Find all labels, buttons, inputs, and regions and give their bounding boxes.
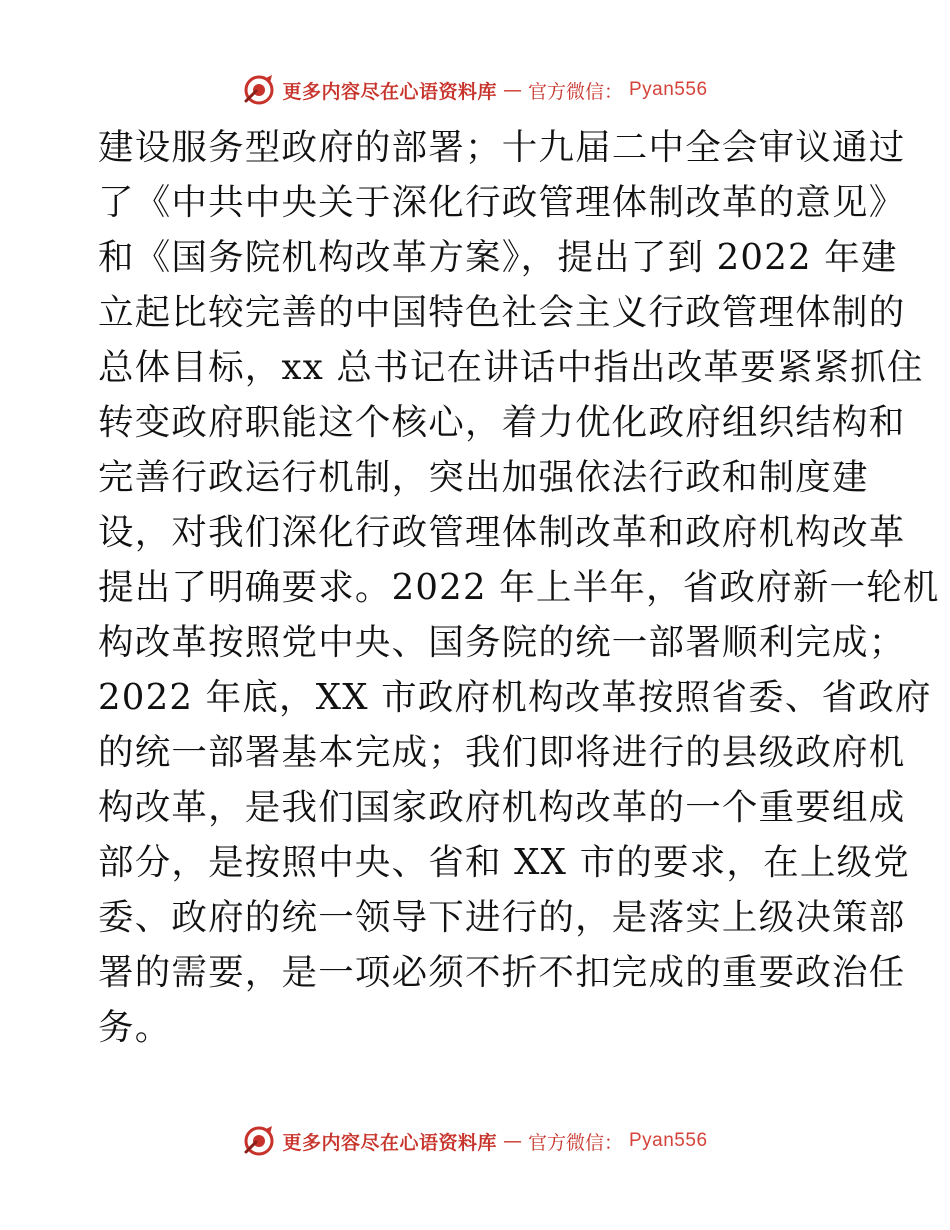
footer-brand: 更多内容尽在心语资料库 bbox=[282, 1131, 497, 1154]
body-line: 的统一部署基本完成；我们即将进行的县级政府机 bbox=[98, 732, 906, 773]
brand-logo-icon bbox=[242, 73, 276, 107]
body-line: 建设服务型政府的部署；十九届二中全会审议通过 bbox=[98, 127, 906, 168]
body-line: 完善行政运行机制，突出加强依法行政和制度建 bbox=[98, 457, 869, 498]
body-line: 了《中共中央关于深化行政管理体制改革的意见》 bbox=[98, 182, 906, 223]
body-line: 构改革按照党中央、国务院的统一部署顺利完成； bbox=[98, 622, 906, 663]
header-brand: 更多内容尽在心语资料库 bbox=[282, 80, 497, 103]
body-line: 务。 bbox=[98, 1007, 172, 1048]
body-line: 设，对我们深化行政管理体制改革和政府机构改革 bbox=[98, 512, 906, 553]
header-wechat-label: 官方微信： bbox=[527, 80, 623, 103]
body-line: 部分，是按照中央、省和 XX 市的要求，在上级党 bbox=[98, 842, 910, 883]
footer-watermark bbox=[0, 1121, 950, 1161]
footer-separator: — bbox=[502, 1130, 522, 1152]
document-body bbox=[98, 120, 940, 1055]
body-line: 2022 年底，XX 市政府机构改革按照省委、省政府 bbox=[98, 677, 932, 718]
body-line: 转变政府职能这个核心，着力优化政府组织结构和 bbox=[98, 402, 906, 443]
header-watermark bbox=[0, 70, 950, 110]
body-line: 提出了明确要求。2022 年上半年，省政府新一轮机 bbox=[98, 567, 940, 608]
header-wechat-id: Pyan556 bbox=[629, 79, 708, 100]
body-line: 总体目标，xx 总书记在讲话中指出改革要紧紧抓住 bbox=[98, 347, 924, 388]
brand-logo-icon bbox=[242, 1124, 276, 1158]
body-line: 和《国务院机构改革方案》，提出了到 2022 年建 bbox=[98, 237, 898, 278]
body-line: 构改革，是我们国家政府机构改革的一个重要组成 bbox=[98, 787, 906, 828]
header-separator: — bbox=[502, 79, 522, 101]
body-line: 立起比较完善的中国特色社会主义行政管理体制的 bbox=[98, 292, 906, 333]
body-line: 委、政府的统一领导下进行的，是落实上级决策部 bbox=[98, 897, 906, 938]
footer-wechat-label: 官方微信： bbox=[527, 1131, 623, 1154]
footer-wechat-id: Pyan556 bbox=[629, 1130, 708, 1151]
body-line: 署的需要，是一项必须不折不扣完成的重要政治任 bbox=[98, 952, 906, 993]
